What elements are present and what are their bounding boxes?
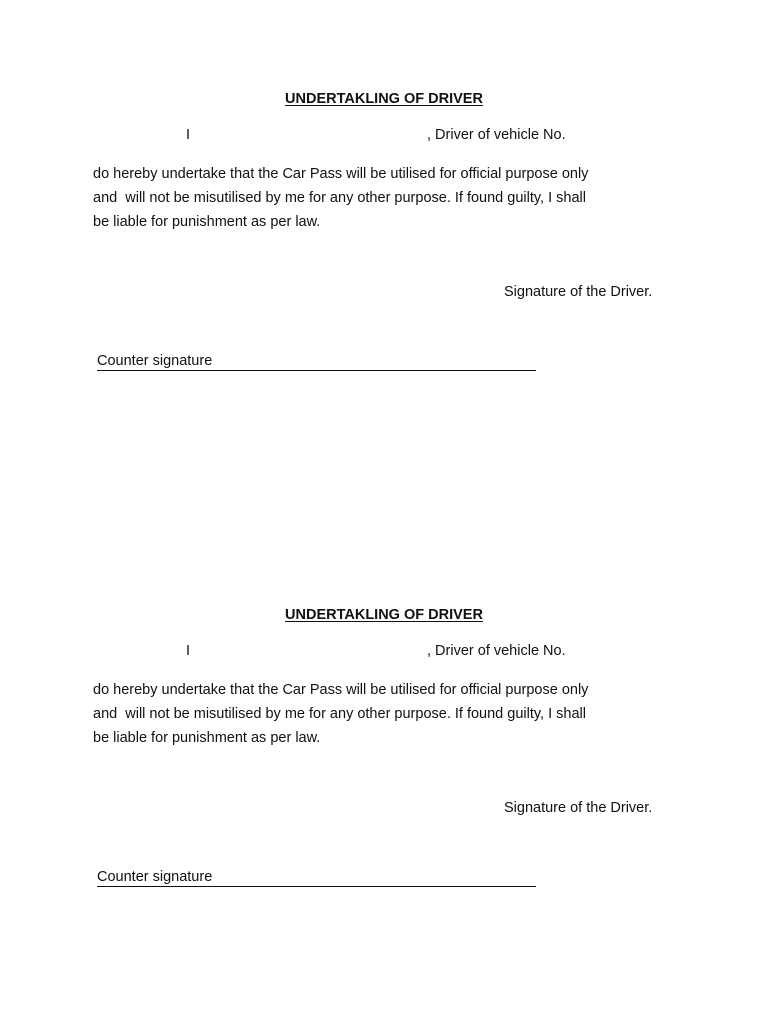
vehicle-number-label: , Driver of vehicle No. [427,127,566,143]
body-line: do hereby undertake that the Car Pass will be utilised for official purpose only [93,682,589,698]
undertaking-form-2 [0,606,768,926]
body-line: and will not be misutilised by me for any other purpose. If found guilty, I shall [93,190,586,206]
driver-signature-label: Signature of the Driver. [504,800,653,816]
counter-signature-label: Counter signature [97,869,213,885]
body-line: be liable for punishment as per law. [93,730,321,746]
vehicle-number-label: , Driver of vehicle No. [427,643,566,659]
body-line: be liable for punishment as per law. [93,214,321,230]
form-title: UNDERTAKLING OF DRIVER [285,607,483,623]
pronoun-label: I [186,643,191,659]
driver-signature-label: Signature of the Driver. [504,284,653,300]
form-title: UNDERTAKLING OF DRIVER [285,91,483,107]
counter-signature-label: Counter signature [97,353,213,369]
body-line: and will not be misutilised by me for any other purpose. If found guilty, I shall [93,706,586,722]
undertaking-body [93,678,683,750]
undertaking-body [93,162,683,234]
counter-signature-line [97,352,536,371]
driver-name-line [0,642,768,660]
pronoun-label: I [186,127,191,143]
driver-name-line [0,126,768,144]
counter-signature-line [97,868,536,887]
body-line: do hereby undertake that the Car Pass will be utilised for official purpose only [93,166,589,182]
undertaking-form-1 [0,90,768,410]
